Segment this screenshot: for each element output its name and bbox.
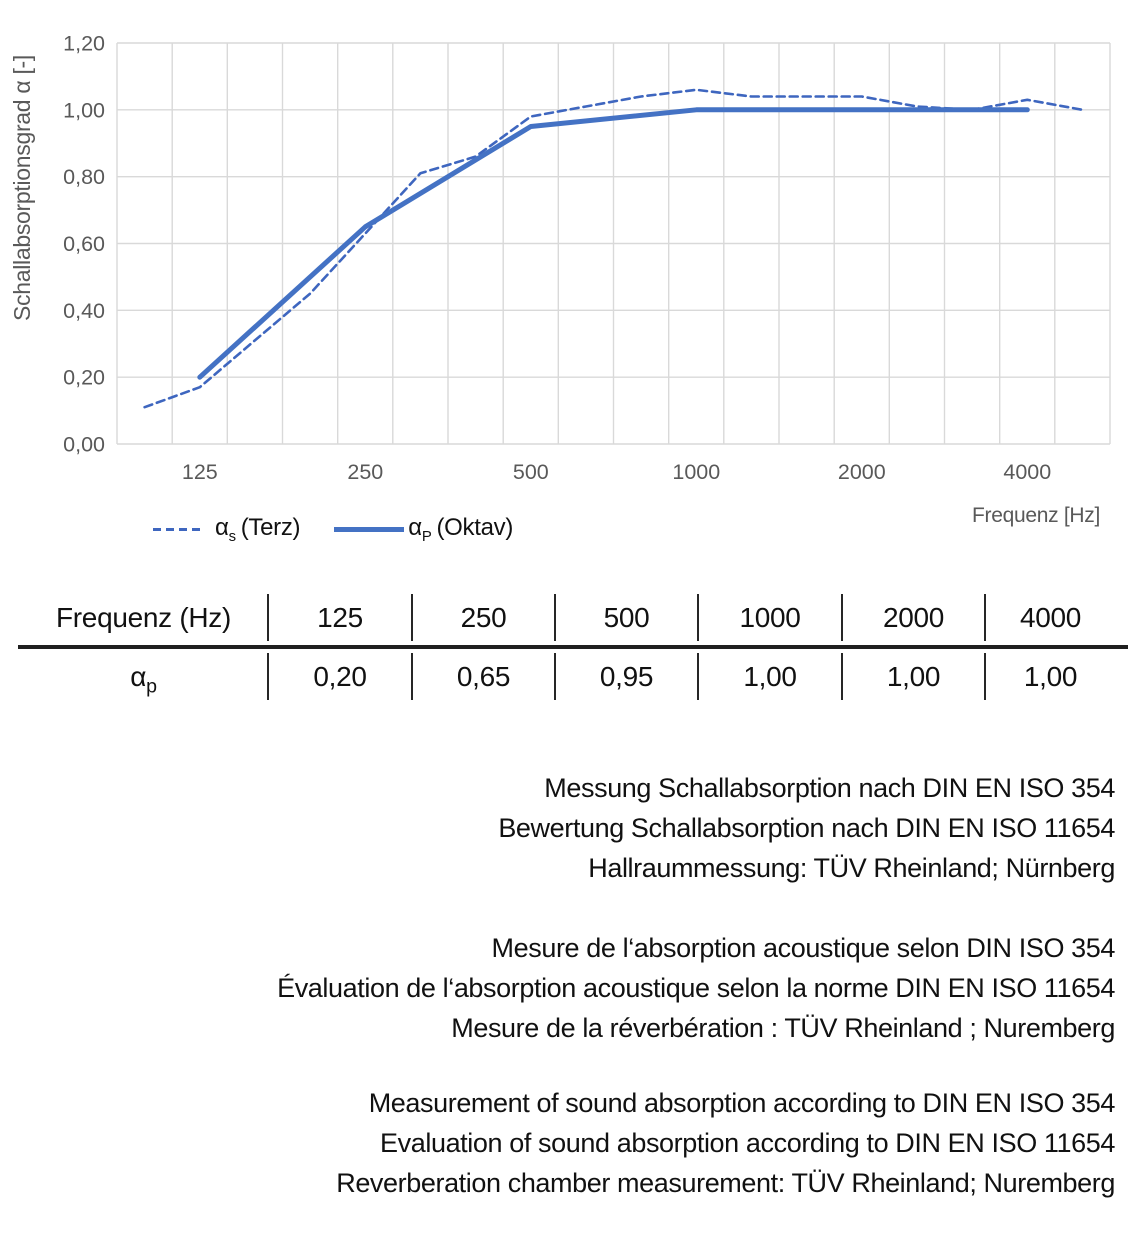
x-tick-label: 2000	[837, 460, 886, 484]
note-line: Mesure de la réverbération : TÜV Rheinland ; Nuremberg	[451, 1013, 1115, 1043]
table-header-cell: 4000	[1019, 602, 1082, 633]
table-header-cell: 250	[413, 594, 556, 641]
table-header-cell: 1000	[699, 594, 843, 641]
x-tick-label: 500	[512, 460, 549, 484]
legend-label-oktav: $\alpha_P$ (Oktav)	[408, 514, 514, 545]
table-header-cell: 2000	[843, 594, 986, 641]
table-header-frequency: Frequenz (Hz)	[20, 594, 269, 641]
y-tick-label: 1,20	[63, 31, 105, 56]
alpha-p-table	[20, 588, 1115, 706]
legend-item-oktav	[334, 514, 513, 545]
table-value-row	[20, 647, 1115, 706]
note-line: Évaluation de l‘absorption acoustique selon la norme DIN EN ISO 11654	[277, 973, 1115, 1003]
x-tick-label: 125	[181, 460, 218, 484]
x-tick-label: 4000	[1003, 460, 1052, 484]
note-line: Mesure de l‘absorption acoustique selon DIN ISO 354	[491, 933, 1115, 963]
y-tick-label: 0,60	[63, 232, 105, 256]
chart-legend	[153, 514, 513, 545]
note-line: Hallraummessung: TÜV Rheinland; Nürnberg	[588, 853, 1115, 883]
x-tick-label: 250	[347, 460, 384, 484]
table-value-cell: 1,00	[699, 653, 843, 700]
table-header-row	[20, 588, 1115, 647]
table-value-cell: 0,95	[556, 653, 699, 700]
note-block-english	[10, 1083, 1115, 1203]
note-line: Measurement of sound absorption according to DIN EN ISO 354	[368, 1088, 1115, 1118]
absorption-line-chart	[0, 0, 1135, 500]
x-axis-title: Frequenz [Hz]	[972, 504, 1100, 527]
note-line: Messung Schallabsorption nach DIN EN ISO 354	[544, 773, 1115, 803]
table-header-cell: 500	[556, 594, 699, 641]
note-line: Bewertung Schallabsorption nach DIN EN ISO 11654	[498, 813, 1115, 843]
table-value-cell: 1,00	[843, 653, 986, 700]
note-block-german	[10, 768, 1115, 888]
y-tick-label: 0,20	[63, 365, 105, 390]
note-line: Evaluation of sound absorption according to DIN EN ISO 11654	[380, 1128, 1115, 1158]
y-tick-label: 0,00	[63, 432, 105, 457]
terz-dashed-line-swatch	[153, 528, 205, 531]
y-tick-label: 0,80	[63, 165, 105, 190]
oktav-solid-line-swatch	[334, 527, 404, 532]
table-value-cell: 1,00	[1023, 661, 1078, 692]
table-row-label-alpha-p: $\alpha_p$	[20, 653, 269, 700]
legend-item-terz	[153, 514, 300, 545]
note-line: Reverberation chamber measurement: TÜV Rheinland; Nuremberg	[336, 1168, 1115, 1198]
x-tick-label: 1000	[672, 460, 721, 484]
y-tick-label: 0,40	[63, 298, 105, 323]
note-block-french	[10, 928, 1115, 1048]
legend-label-terz: $\alpha_s$ (Terz)	[215, 514, 301, 545]
table-divider-line	[18, 645, 1128, 649]
y-axis-title: Schallabsorptionsgrad α [-]	[9, 54, 35, 322]
table-value-cell: 0,65	[413, 653, 556, 700]
table-value-cell: 0,20	[269, 653, 413, 700]
table-header-cell: 125	[269, 594, 413, 641]
y-tick-label: 1,00	[63, 98, 105, 123]
